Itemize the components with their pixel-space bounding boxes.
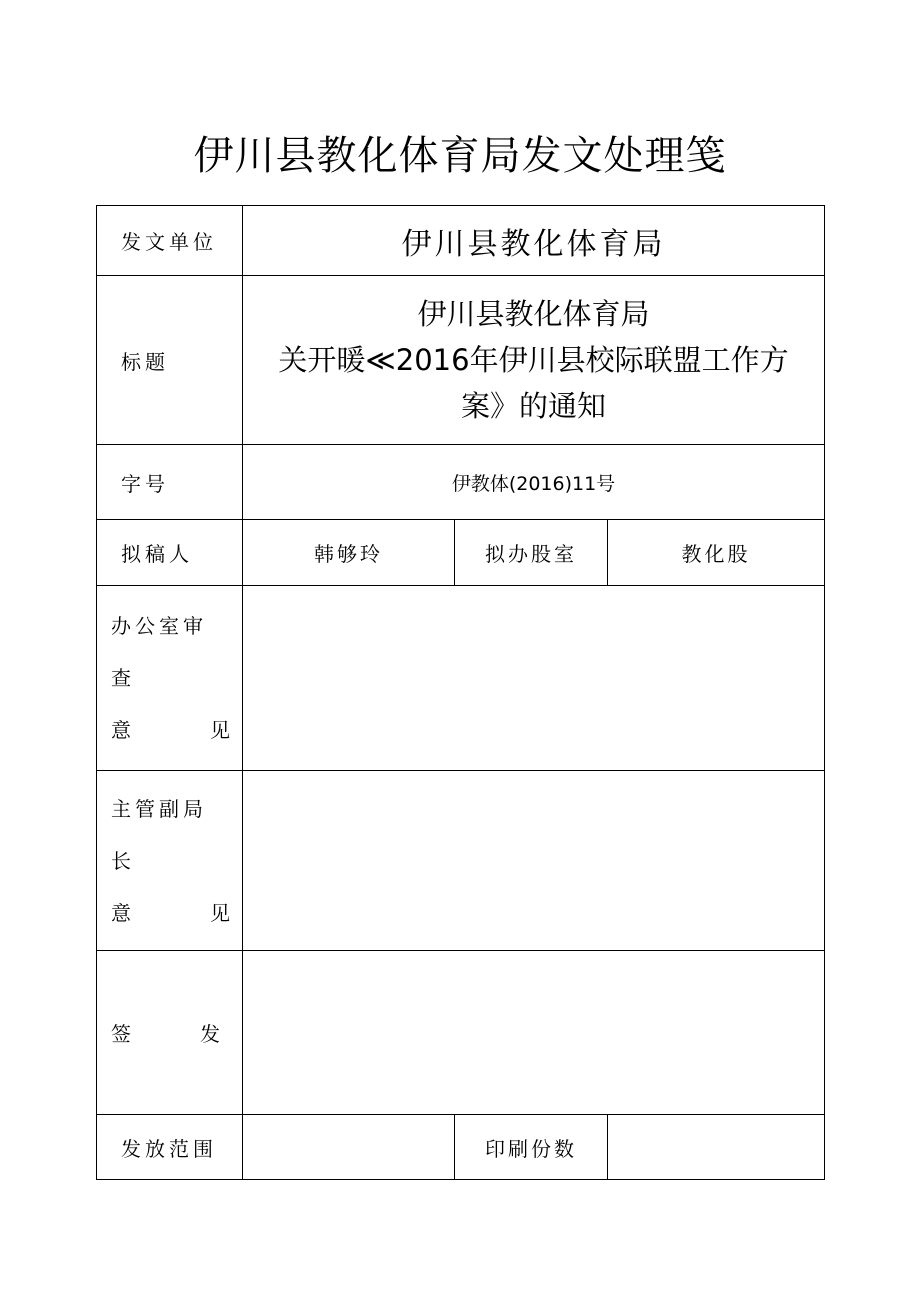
issuer-value: 伊川县教化体育局: [243, 206, 825, 276]
subject-row: [97, 276, 825, 445]
dept-label: 拟办股室: [455, 520, 608, 586]
deputy-review-label-line2: [111, 887, 230, 939]
docno-row: [97, 445, 825, 520]
office-review-row: [97, 586, 825, 771]
subject-line-1: 伊川县教化体育局: [417, 297, 650, 331]
drafter-value: 韩够玲: [243, 520, 455, 586]
office-review-label: [97, 586, 243, 771]
sign-label: [97, 951, 243, 1115]
drafter-row: [97, 520, 825, 586]
dept-value: 教化股: [608, 520, 825, 586]
deputy-review-label: [97, 771, 243, 951]
sign-label-char-a: 签: [111, 1022, 131, 1046]
sign-label-char-b: 发: [200, 1022, 220, 1046]
sign-value[interactable]: [243, 951, 825, 1115]
scope-value[interactable]: [243, 1115, 455, 1180]
copies-value[interactable]: [608, 1115, 825, 1180]
scope-row: [97, 1115, 825, 1180]
sign-row: [97, 951, 825, 1115]
office-review-label-line1: 办公室审查: [111, 614, 207, 690]
subject-line-3: 案》的通知: [460, 389, 606, 423]
office-review-label-char-a: 意: [111, 718, 131, 742]
subject-label: 标题: [97, 276, 243, 445]
scope-label: 发放范围: [97, 1115, 243, 1180]
deputy-review-label-char-a: 意: [111, 900, 131, 925]
deputy-review-label-char-b: 见: [210, 900, 230, 925]
office-review-label-char-b: 见: [210, 718, 230, 742]
subject-line-2: 关开暖≪2016年伊川县校际联盟工作方: [278, 343, 789, 377]
docno-value: 伊教体(2016)11号: [243, 445, 825, 520]
deputy-review-label-line1: 主管副局长: [111, 796, 207, 873]
deputy-review-value[interactable]: [243, 771, 825, 951]
issuer-label: 发文单位: [97, 206, 243, 276]
issuer-row: [97, 206, 825, 276]
deputy-review-row: [97, 771, 825, 951]
office-review-label-line2: [111, 704, 230, 756]
document-title: 伊川县教化体育局发文处理笺: [193, 133, 727, 179]
dispatch-form-table: [96, 205, 825, 1180]
drafter-label: 拟稿人: [97, 520, 243, 586]
copies-label: 印刷份数: [455, 1115, 608, 1180]
subject-value: [243, 276, 825, 445]
docno-label: 字号: [97, 445, 243, 520]
office-review-value[interactable]: [243, 586, 825, 771]
